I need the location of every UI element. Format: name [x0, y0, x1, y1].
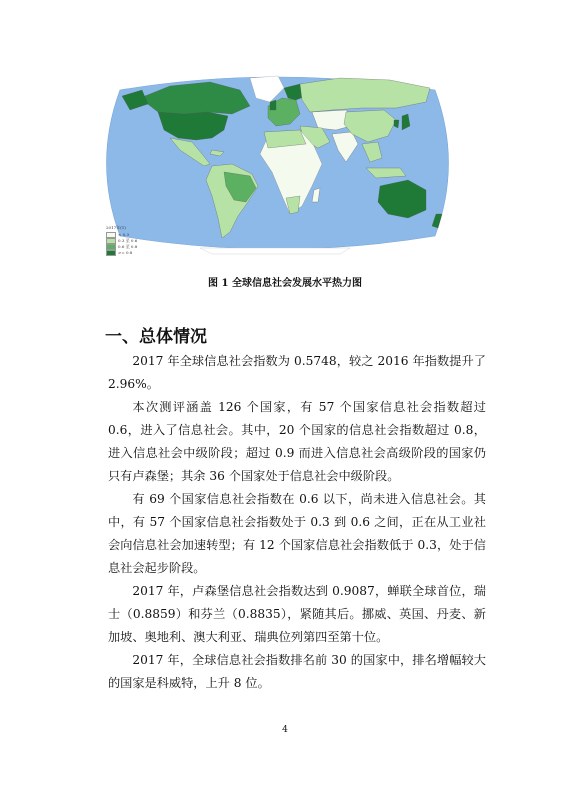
antarctica — [200, 248, 350, 254]
legend-label: 0.3 至 0.6 — [118, 238, 138, 243]
figure-caption: 图 1 全球信息社会发展水平热力图 — [208, 278, 362, 289]
section-heading: 一、总体情况 — [105, 327, 207, 347]
legend-item — [106, 250, 144, 256]
legend-swatch — [106, 250, 116, 256]
legend-title: 2017年(1) — [106, 225, 126, 230]
paragraph: 有 69 个国家信息社会指数在 0.6 以下，尚未进入信息社会。其中，有 57 个国家信息社会指数处于 0.3 到 0.6 之间，正在从工业社会向信息社会加速转型；有 12 个国家信息社会指数低于 0.3，处于信息社会起步阶段。 — [108, 492, 486, 575]
legend-label: 0.6 至 0.8 — [118, 244, 138, 249]
paragraph: 2017 年全球信息社会指数为 0.5748，较之 2016 年指数提升了 2.96%。 — [108, 354, 486, 391]
map-legend — [106, 225, 144, 256]
world-heat-map — [100, 68, 455, 258]
body-text — [108, 350, 486, 695]
paragraph: 2017 年，全球信息社会指数排名前 30 的国家中，排名增幅较大的国家是科威特，上升 8 位。 — [108, 653, 486, 690]
world-map-image — [100, 68, 455, 258]
paragraph: 2017 年，卢森堡信息社会指数达到 0.9087，蝉联全球首位，瑞士（0.8859）和芬兰（0.8835），紧随其后。挪威、英国、丹麦、新加坡、奥地利、澳大利亚、瑞典位列第四至第十位。 — [108, 584, 486, 644]
legend-label: >= 0.8 — [118, 250, 133, 255]
paragraph: 本次测评涵盖 126 个国家，有 57 个国家信息社会指数超过 0.6，进入了信息社会。其中，20 个国家的信息社会指数超过 0.8，进入信息社会中级阶段；超过 0.9 而进入信息社会高级阶段的国家仍只有卢森堡；其余 36 个国家处于信息社会中级阶段。 — [108, 400, 486, 483]
page-number: 4 — [282, 725, 288, 735]
legend-label: < 0.3 — [118, 232, 129, 237]
